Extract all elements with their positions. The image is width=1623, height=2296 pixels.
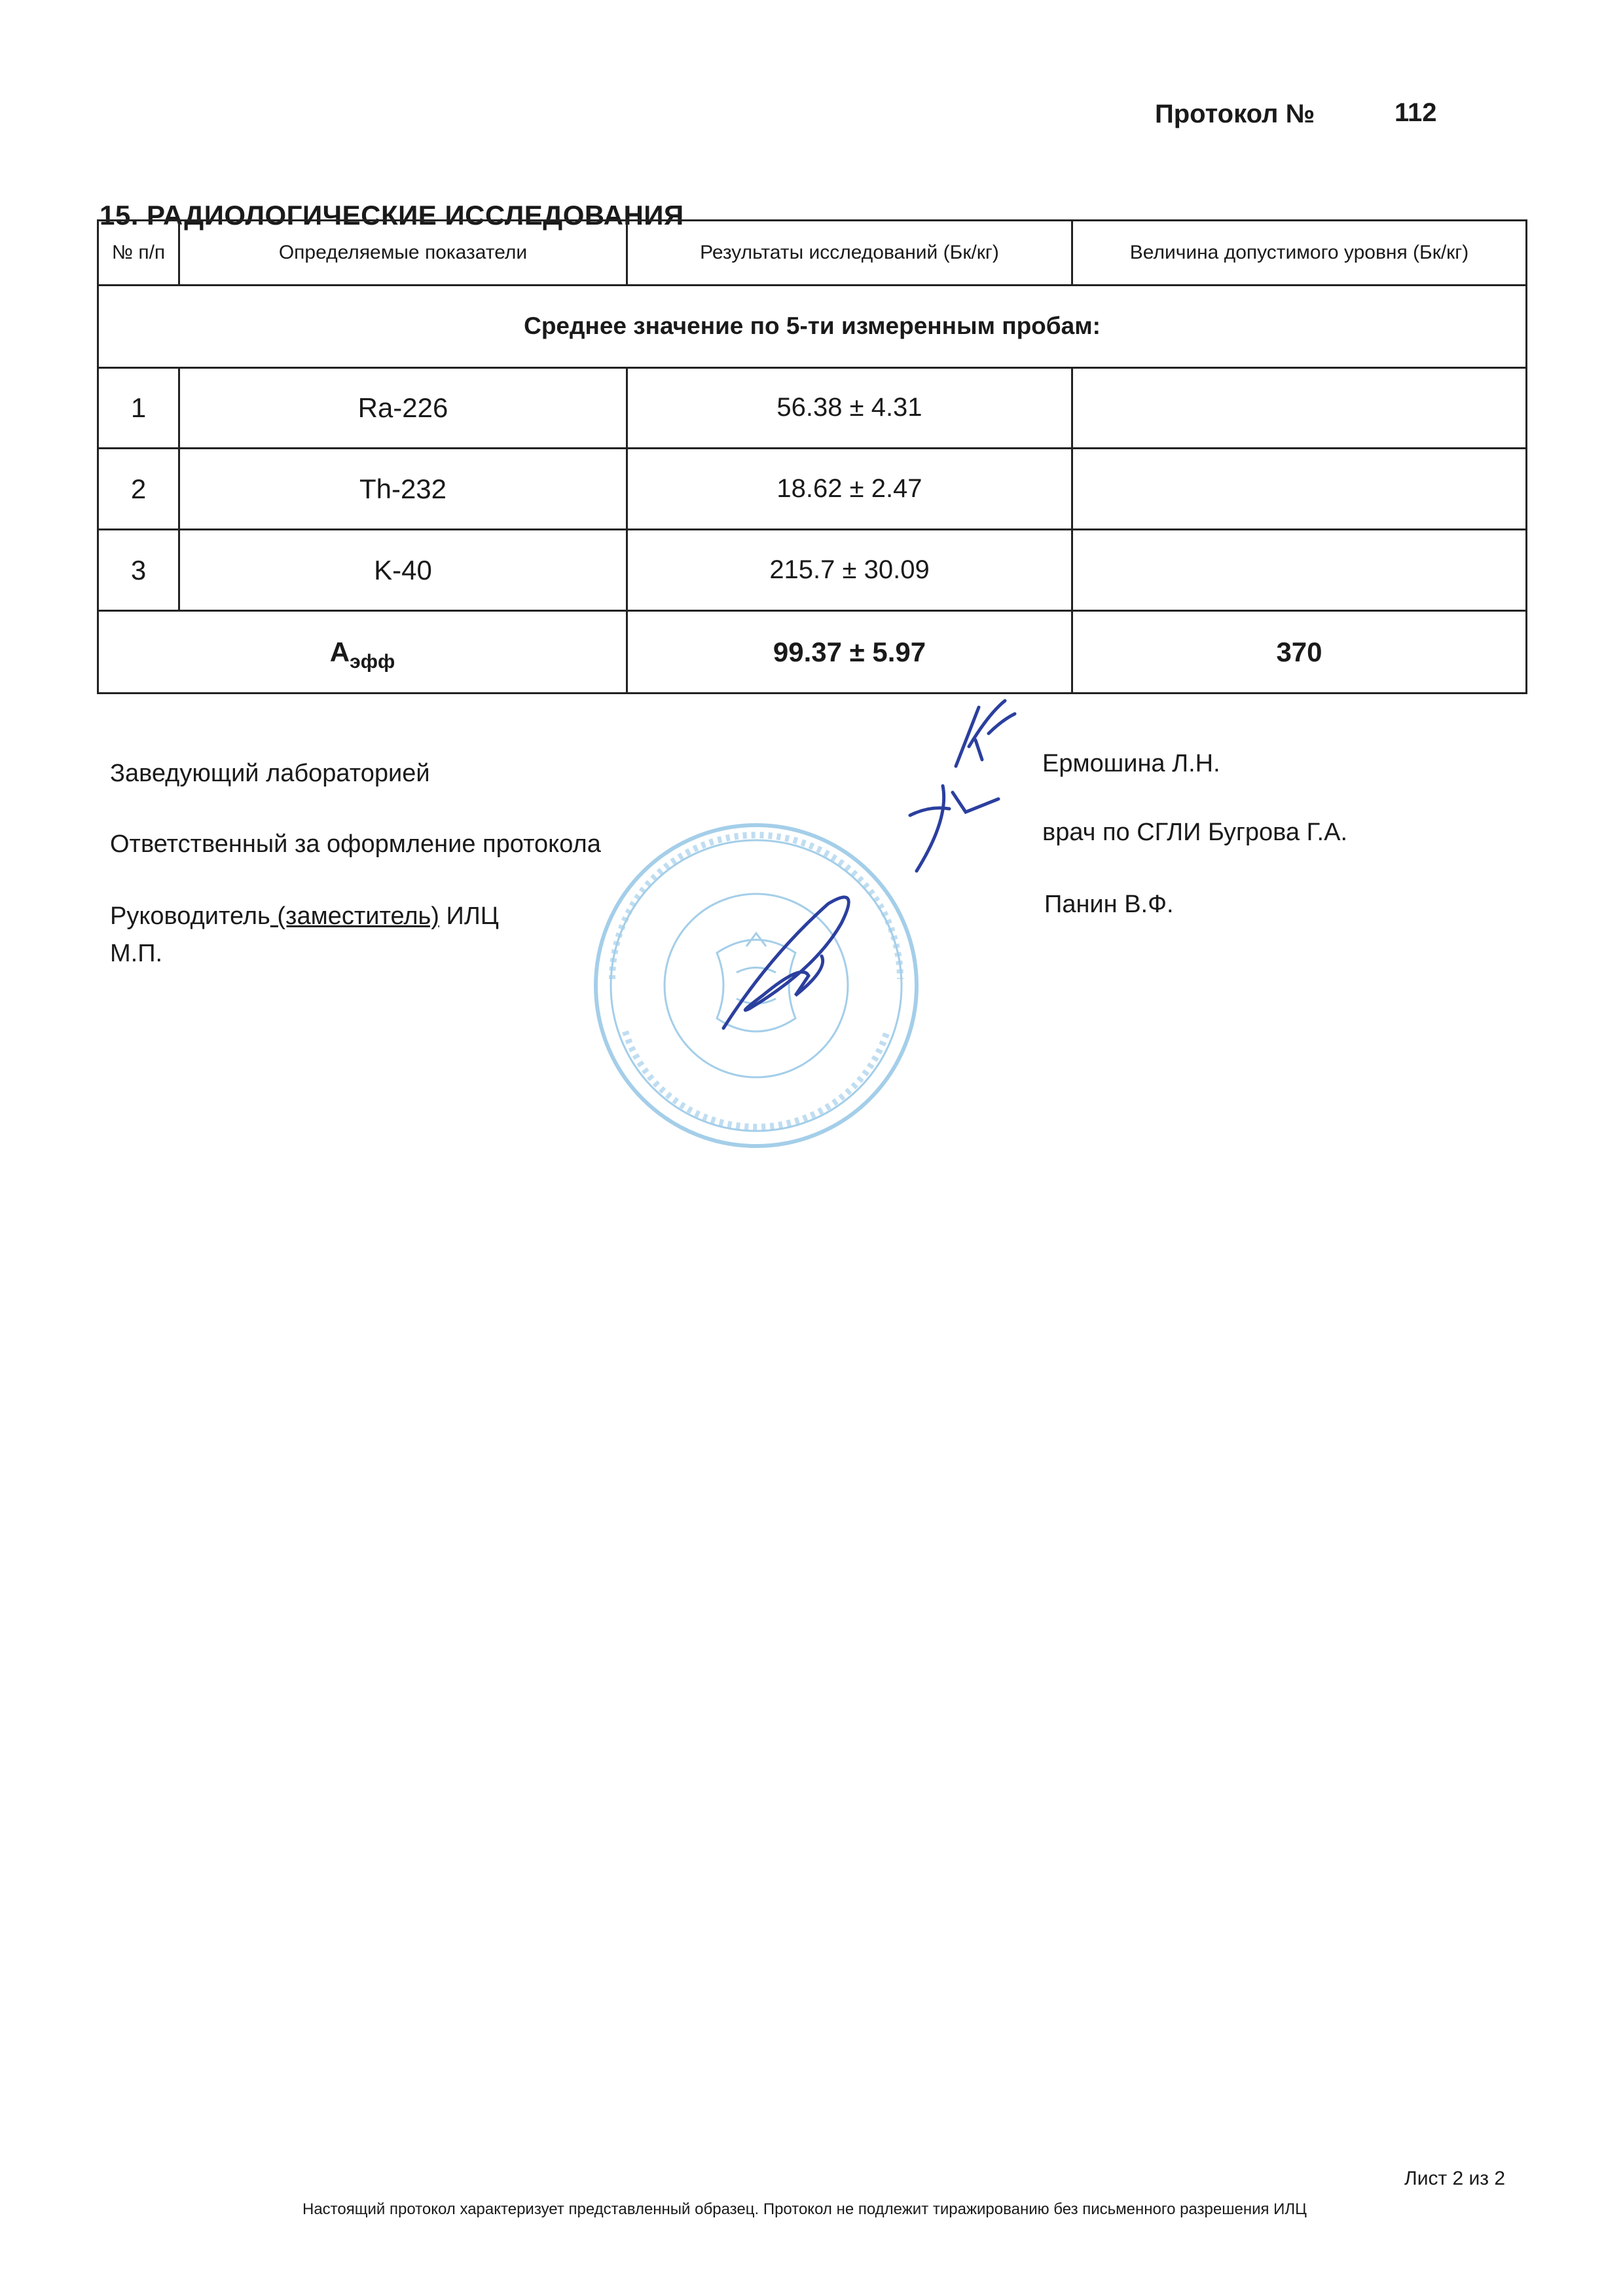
center-head-title [110,902,499,931]
row-limit [1072,449,1527,530]
stamp-text-arc-bottom [625,1031,887,1127]
footer-note: Настоящий протокол характеризует представленный образец. Протокол не подлежит тиражированию без письменного разрешения ИЛЦ [302,2200,1307,2218]
total-label [98,611,627,694]
total-label-main: А [329,636,350,667]
page-counter: Лист 2 из 2 [1404,2168,1506,2189]
signature-center-head [710,878,867,1035]
row-result: 18.62 ± 2.47 [627,449,1072,530]
row-indicator: Th-232 [179,449,627,530]
protocol-number: 112 [1395,98,1437,127]
center-head-suffix: ИЛЦ [439,902,499,930]
section-title: 15. РАДИОЛОГИЧЕСКИЕ ИССЛЕДОВАНИЯ [100,200,684,231]
table-header-row [98,221,1527,286]
summary-heading: Среднее значение по 5-ти измеренным пробам: [98,285,1527,367]
center-head-name: Панин В.Ф. [1044,891,1174,918]
row-result: 56.38 ± 4.31 [627,367,1072,449]
signature-lab-head [943,694,1021,773]
total-row [98,611,1527,694]
table-row [98,449,1527,530]
table-row [98,530,1527,611]
row-result: 215.7 ± 30.09 [627,530,1072,611]
total-label-sub: эфф [350,650,395,673]
protocol-label: Протокол № [1155,100,1315,128]
row-limit [1072,530,1527,611]
lab-head-title: Заведующий лабораторией [110,760,430,787]
center-head-prefix: Руководитель [110,902,270,930]
row-number: 3 [98,530,179,611]
total-result: 99.37 ± 5.97 [627,611,1072,694]
row-number: 1 [98,367,179,449]
summary-heading-row [98,285,1527,367]
col-header-indicator: Определяемые показатели [179,221,627,286]
table-row [98,367,1527,449]
responsible-title: Ответственный за оформление протокола [110,830,601,858]
col-header-result: Результаты исследований (Бк/кг) [627,221,1072,286]
lab-head-name: Ермошина Л.Н. [1042,750,1220,777]
total-limit: 370 [1072,611,1527,694]
signature-responsible [903,779,1002,878]
row-number: 2 [98,449,179,530]
row-indicator: Ra-226 [179,367,627,449]
col-header-number: № п/п [98,221,179,286]
col-header-limit: Величина допустимого уровня (Бк/кг) [1072,221,1527,286]
results-table [97,219,1527,694]
responsible-name: врач по СГЛИ Бугрова Г.А. [1042,819,1348,846]
center-head-deputy: (заместитель) [270,902,439,930]
row-indicator: K-40 [179,530,627,611]
seal-place-label: М.П. [110,940,163,967]
row-limit [1072,367,1527,449]
